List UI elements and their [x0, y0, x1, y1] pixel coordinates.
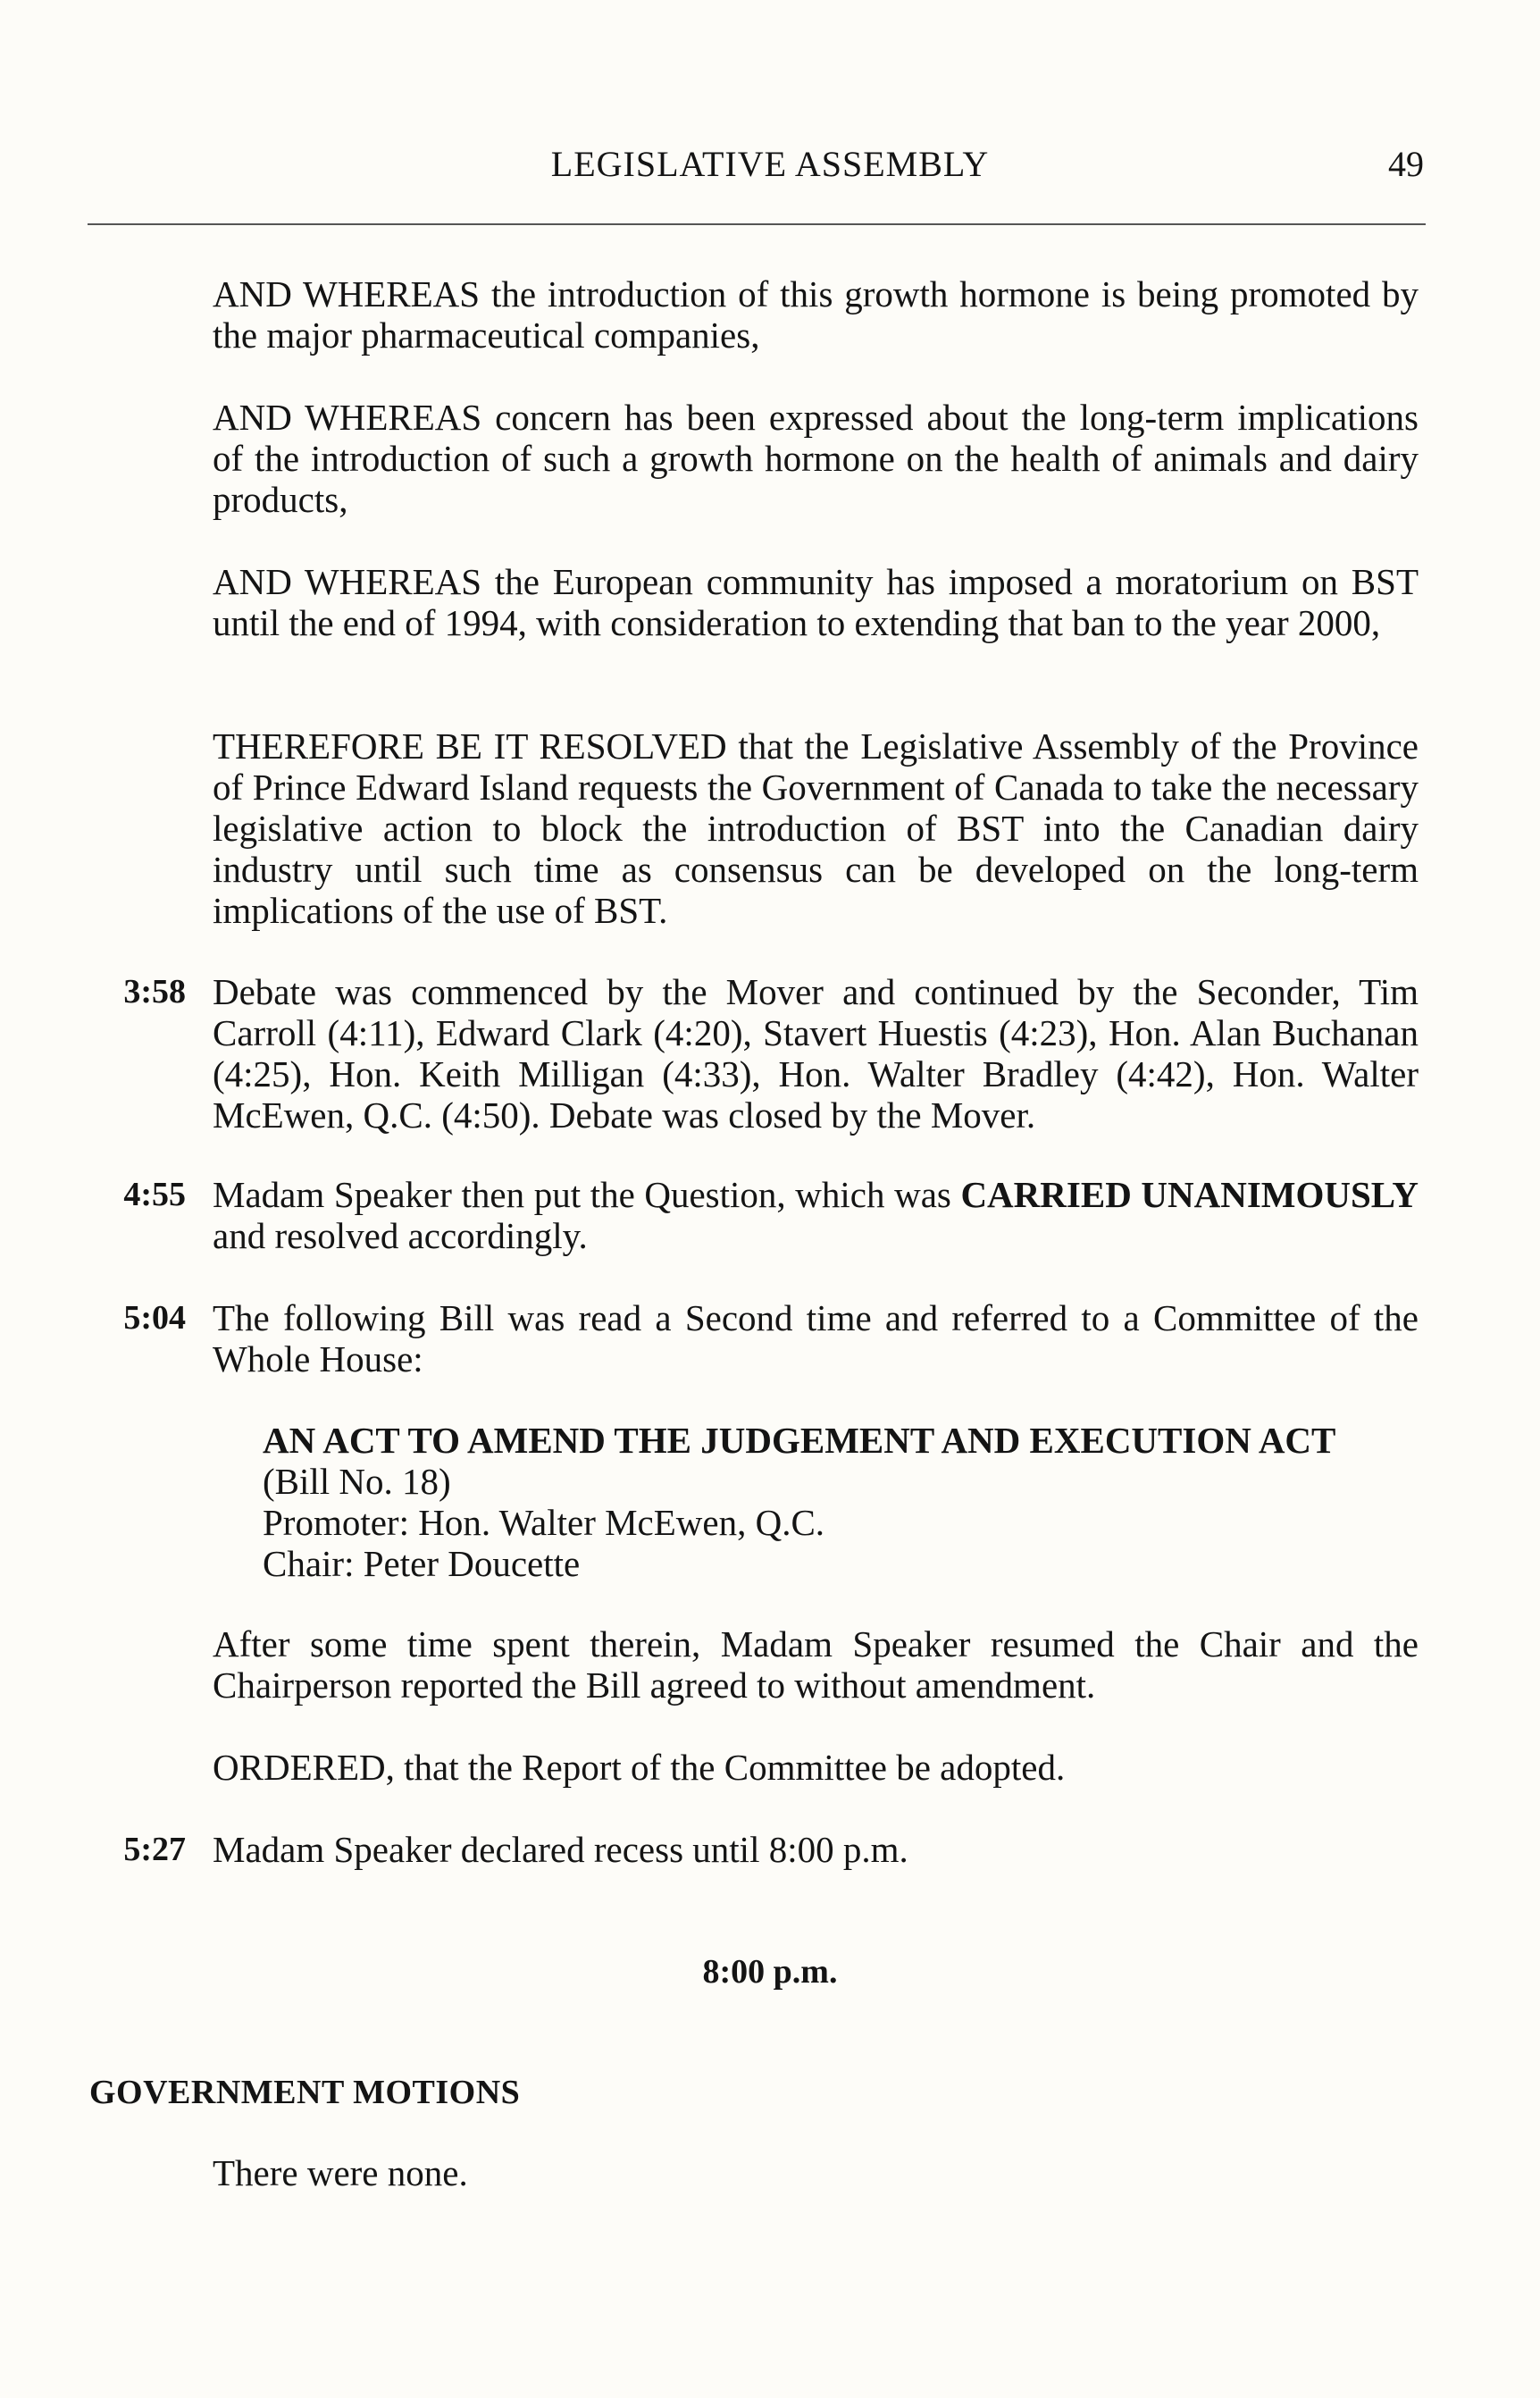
bill-number: (Bill No. 18) — [263, 1461, 451, 1502]
committee-report-paragraph: After some time spent therein, Madam Speaker resumed the Chair and the Chairperson reported the Bill agreed to without amendment. — [213, 1623, 1419, 1706]
timestamp-question: 4:55 — [123, 1176, 186, 1213]
whereas-paragraph-3: AND WHEREAS the European community has imposed a moratorium on BST until the end of 1994, with consideration to extending that ban to the year 2000, — [213, 561, 1419, 643]
debate-paragraph: Debate was commenced by the Mover and continued by the Seconder, Tim Carroll (4:11), Edward Clark (4:20), Stavert Huestis (4:23), Hon. Alan Buchanan (4:25), Hon. Keith Milligan (4:33), Hon. Walter Bradley (4:42), Hon. Walter McEwen, Q.C. (4:50). Debate was closed by the Mover. — [213, 971, 1419, 1136]
question-paragraph — [213, 1174, 1419, 1256]
question-result: CARRIED UNANIMOUSLY — [960, 1174, 1419, 1215]
timestamp-debate: 3:58 — [123, 973, 186, 1010]
ordered-paragraph: ORDERED, that the Report of the Committee be adopted. — [213, 1747, 1066, 1788]
page-header-title: LEGISLATIVE ASSEMBLY — [550, 144, 990, 184]
recess-paragraph: Madam Speaker declared recess until 8:00 p.m. — [213, 1829, 908, 1870]
evening-time-heading: 8:00 p.m. — [702, 1953, 838, 1991]
timestamp-recess: 5:27 — [123, 1831, 186, 1868]
timestamp-second-reading: 5:04 — [123, 1299, 186, 1337]
question-text-before: Madam Speaker then put the Question, which was — [213, 1174, 961, 1215]
bill-chair: Chair: Peter Doucette — [263, 1543, 581, 1584]
whereas-paragraph-1: AND WHEREAS the introduction of this growth hormone is being promoted by the major pharmaceutical companies, — [213, 273, 1419, 356]
resolved-paragraph: THEREFORE BE IT RESOLVED that the Legislative Assembly of the Province of Prince Edward Island requests the Government of Canada to take the necessary legislative action to block the introduction of BST into the Canadian dairy industry until such time as consensus can be developed on the long-term implications of the use of BST. — [213, 725, 1419, 931]
bill-title: AN ACT TO AMEND THE JUDGEMENT AND EXECUTION ACT — [263, 1420, 1336, 1461]
government-motions-heading: GOVERNMENT MOTIONS — [89, 2074, 521, 2111]
header-divider — [88, 223, 1426, 225]
government-motions-text: There were none. — [213, 2152, 468, 2193]
second-reading-paragraph: The following Bill was read a Second time and referred to a Committee of the Whole House: — [213, 1297, 1419, 1379]
question-text-after: and resolved accordingly. — [213, 1215, 588, 1256]
page-number: 49 — [1388, 144, 1424, 184]
bill-details — [263, 1420, 1433, 1584]
whereas-paragraph-2: AND WHEREAS concern has been expressed about the long-term implications of the introduction of such a growth hormone on the health of animals and dairy products, — [213, 397, 1419, 520]
bill-promoter: Promoter: Hon. Walter McEwen, Q.C. — [263, 1502, 825, 1543]
